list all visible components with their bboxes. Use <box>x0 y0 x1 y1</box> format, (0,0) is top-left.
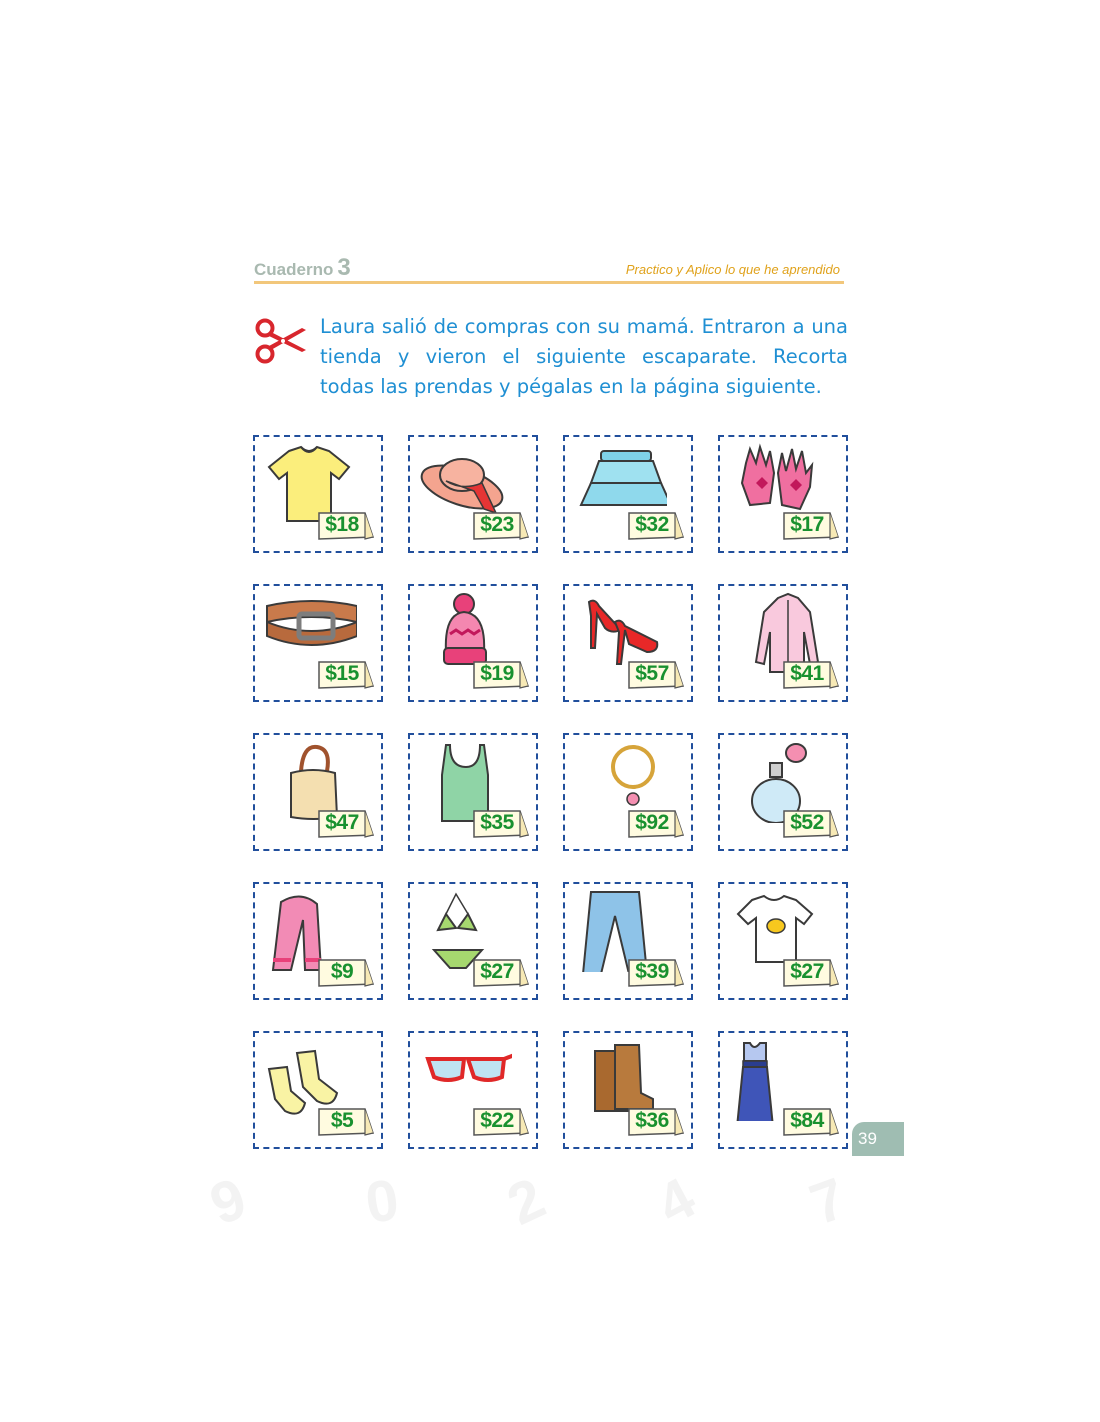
notebook-title <box>254 254 351 282</box>
cutout-card[interactable] <box>253 733 383 851</box>
page-number: 39 <box>858 1129 877 1148</box>
cutout-card[interactable] <box>563 584 693 702</box>
price-label: $27 <box>790 960 824 983</box>
notebook-number: 3 <box>337 254 351 281</box>
cutout-card[interactable] <box>408 584 538 702</box>
watermark-digit: 2 <box>497 1165 555 1238</box>
price-tag <box>782 958 840 988</box>
price-label: $15 <box>325 662 359 685</box>
watermark-digit: 9 <box>201 1165 255 1238</box>
notebook-label: Cuaderno <box>254 260 334 279</box>
price-tag <box>472 511 530 541</box>
cutout-card[interactable] <box>253 584 383 702</box>
price-label: $52 <box>790 811 824 834</box>
watermark-digit: 0 <box>361 1167 403 1236</box>
price-tag <box>472 660 530 690</box>
watermark-digit: 7 <box>801 1165 855 1238</box>
price-tag <box>627 511 685 541</box>
price-tag <box>317 809 375 839</box>
price-label: $9 <box>330 960 354 983</box>
price-label: $27 <box>480 960 514 983</box>
price-label: $35 <box>480 811 514 834</box>
shop-window-grid <box>253 435 848 1149</box>
cutout-card[interactable] <box>718 1031 848 1149</box>
cutout-card[interactable] <box>718 733 848 851</box>
cutout-card[interactable] <box>408 733 538 851</box>
price-label: $23 <box>480 513 514 536</box>
instruction-text: Laura salió de compras con su mamá. Entraron a una tienda y vieron el siguiente escaparate. Recorta todas las prendas y pégalas en la página siguiente. <box>320 315 848 398</box>
price-label: $41 <box>790 662 824 685</box>
scissors-icon <box>254 318 308 364</box>
price-label: $84 <box>790 1109 824 1132</box>
cutout-card[interactable] <box>563 882 693 1000</box>
cutout-card[interactable] <box>253 435 383 553</box>
price-label: $47 <box>325 811 359 834</box>
price-label: $5 <box>330 1109 354 1132</box>
cutout-card[interactable] <box>718 435 848 553</box>
watermark-digit: 4 <box>646 1165 706 1238</box>
cutout-card[interactable] <box>563 733 693 851</box>
header-divider <box>254 281 844 284</box>
cutout-card[interactable] <box>718 882 848 1000</box>
cutout-card[interactable] <box>253 1031 383 1149</box>
price-tag <box>472 958 530 988</box>
price-label: $19 <box>480 662 514 685</box>
section-title: Practico y Aplico lo que he aprendido <box>625 262 840 277</box>
price-tag <box>627 809 685 839</box>
price-tag <box>782 511 840 541</box>
page-number-tab <box>852 1122 904 1156</box>
price-label: $18 <box>325 513 359 536</box>
price-tag <box>782 660 840 690</box>
price-tag <box>472 809 530 839</box>
price-tag <box>627 660 685 690</box>
cutout-card[interactable] <box>408 882 538 1000</box>
cutout-card[interactable] <box>563 435 693 553</box>
price-label: $36 <box>635 1109 669 1132</box>
price-label: $17 <box>790 513 824 536</box>
price-label: $57 <box>635 662 669 685</box>
price-label: $32 <box>635 513 669 536</box>
price-tag <box>782 1107 840 1137</box>
price-label: $92 <box>635 811 669 834</box>
price-tag <box>317 511 375 541</box>
price-label: $22 <box>480 1109 514 1132</box>
price-tag <box>627 958 685 988</box>
cutout-card[interactable] <box>408 435 538 553</box>
cutout-card[interactable] <box>563 1031 693 1149</box>
price-tag <box>472 1107 530 1137</box>
cutout-card[interactable] <box>253 882 383 1000</box>
price-tag <box>317 660 375 690</box>
price-tag <box>627 1107 685 1137</box>
price-tag <box>782 809 840 839</box>
cutout-card[interactable] <box>718 584 848 702</box>
price-tag <box>317 958 375 988</box>
cutout-card[interactable] <box>408 1031 538 1149</box>
price-label: $39 <box>635 960 669 983</box>
price-tag <box>317 1107 375 1137</box>
